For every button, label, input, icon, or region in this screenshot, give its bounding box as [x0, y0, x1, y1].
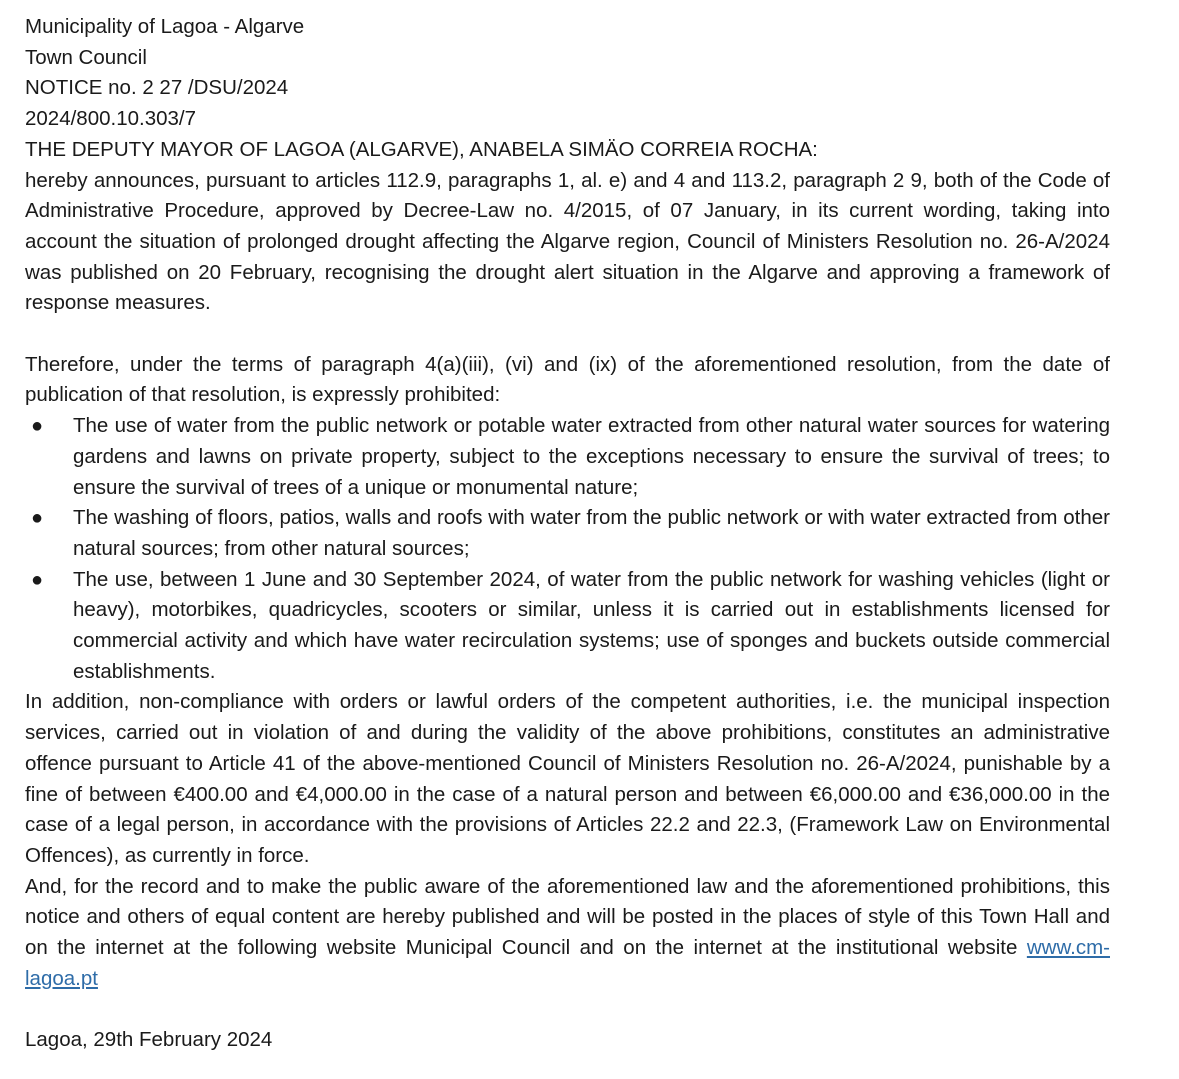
bullet-icon: ● — [31, 415, 44, 438]
publication-paragraph — [25, 872, 1110, 995]
bullet-icon: ● — [31, 568, 44, 591]
bullet-icon: ● — [31, 507, 44, 530]
prohibition-intro: Therefore, under the terms of paragraph 4(a)(iii), (vi) and (ix) of the aforementioned resolution, from the date of publication of that resolution, is expressly prohibited: — [25, 352, 1110, 407]
municipality-name: Municipality of Lagoa - Algarve — [25, 15, 305, 38]
list-item — [25, 503, 1110, 564]
list-item — [25, 565, 1110, 688]
reference-number: 2024/800.10.303/7 — [25, 107, 196, 131]
paragraph-spacer — [25, 994, 1110, 1025]
publication-text: And, for the record and to make the public aware of the aforementioned law and the aforementioned prohibitions, this notice and others of equal content are hereby published and will be posted in the places of style of this Town Hall and on the internet at the following website Municipal Council and on the internet at the institutional website — [25, 874, 1110, 960]
prohibition-text: The washing of floors, patios, walls and roofs with water from the public network or with water extracted from other natural sources; from other natural sources; — [73, 506, 1110, 560]
intro-paragraph: hereby announces, pursuant to articles 112.9, paragraphs 1, al. e) and 4 and 113.2, paragraph 2 9, both of the Code of Administrative Procedure, approved by Decree-Law no. 4/2015, of 07 January, in its current wording, taking into account the situation of prolonged drought affecting the Algarve region, Council of Ministers Resolution no. 26-A/2024 was published on 20 February, recognising the drought alert situation in the Algarve and approving a framework of response measures. — [25, 168, 1110, 315]
prohibition-text: The use, between 1 June and 30 September 2024, of water from the public network for washing vehicles (light or heavy), motorbikes, quadricycles, scooters or similar, unless it is carried out in establishments licensed for commercial activity and which have water recirculation systems; use of sponges and buckets outside commercial establishments. — [73, 567, 1110, 683]
website-link[interactable]: www.cm-lagoa.pt — [25, 936, 1110, 990]
list-item — [25, 411, 1110, 503]
paragraph-spacer — [25, 319, 1110, 350]
prohibitions-list — [25, 411, 1110, 687]
prohibition-text: The use of water from the public network or potable water extracted from other natural water sources for watering gardens and lawns on private property, subject to the exceptions necessary to ensure the survival of trees; to ensure the survival of trees of a unique or monumental nature; — [73, 414, 1110, 499]
council-name: Town Council — [25, 45, 147, 69]
notice-number: NOTICE no. 2 27 /DSU/2024 — [25, 76, 289, 100]
penalty-paragraph: In addition, non-compliance with orders or lawful orders of the competent authorities, i.e. the municipal inspection services, carried out in violation of and during the validity of the above prohibitions, constitutes an administrative offence pursuant to Article 41 of the above-mentioned Council of Ministers Resolution no. 26-A/2024, punishable by a fine of between €400.00 and €4,000.00 in the case of a natural person and between €6,000.00 and €36,000.00 in the case of a legal person, in accordance with the provisions of Articles 22.2 and 22.3, (Framework Law on Environmental Offences), as currently in force. — [25, 690, 1110, 867]
announcer-line: THE DEPUTY MAYOR OF LAGOA (ALGARVE), ANABELA SIMÄO CORREIA ROCHA: — [25, 137, 818, 161]
notice-document — [25, 12, 1110, 1056]
place-date: Lagoa, 29th February 2024 — [25, 1028, 273, 1052]
